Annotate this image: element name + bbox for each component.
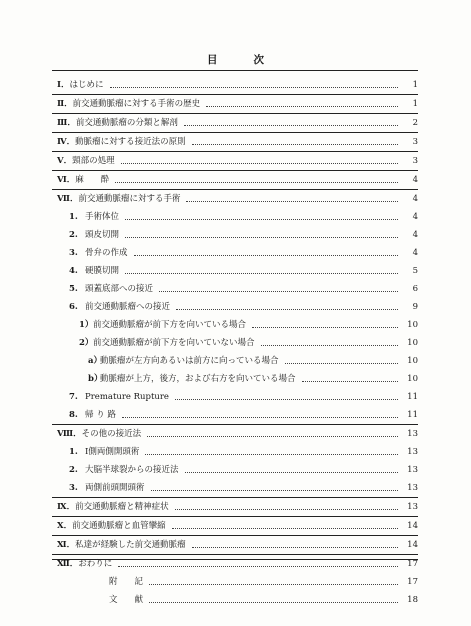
toc-entry-label	[79, 334, 255, 352]
toc-entry	[52, 170, 418, 189]
toc-entry-page: 2	[412, 118, 418, 128]
toc-entry-label	[69, 479, 145, 497]
toc-entry-text: その他の接近法	[81, 429, 142, 439]
toc-entry-page: 1	[412, 99, 418, 109]
toc-entry-text: おわりに	[78, 559, 113, 569]
toc-entry	[52, 226, 418, 244]
toc-entry-label	[69, 461, 179, 479]
leader-dots	[185, 471, 398, 473]
toc-entry	[52, 535, 418, 554]
toc-entry	[52, 573, 418, 591]
toc-entry-label	[57, 425, 141, 443]
toc-entry-label	[109, 573, 143, 591]
toc-entry-page: 1	[412, 80, 418, 90]
toc-entry	[52, 443, 418, 461]
toc-entry-page: 4	[412, 212, 418, 222]
toc-entry-text: 動脈瘤が上方，後方，および右方を向いている場合	[100, 374, 296, 384]
toc-entry-text: 前交通動脈瘤と血管攣縮	[72, 521, 166, 531]
toc-entry	[52, 424, 418, 443]
toc-entry-number: Ⅷ．	[57, 429, 82, 439]
toc-entry-page: 14	[407, 540, 418, 550]
toc-entry-page: 10	[407, 338, 418, 348]
toc-entry-page: 13	[407, 502, 418, 512]
toc-entry-number: 3.	[69, 248, 78, 258]
toc-entry	[52, 461, 418, 479]
toc-entry	[52, 334, 418, 352]
toc-entry-page: 11	[407, 410, 418, 420]
leader-dots	[302, 380, 398, 382]
toc-entry-label	[69, 443, 139, 461]
toc-entry	[52, 591, 418, 609]
toc-entry-number: 3.	[69, 483, 78, 493]
leader-dots	[134, 254, 398, 256]
toc-entry-number: 1.	[69, 447, 78, 457]
toc-entry-number: Ⅺ．	[57, 540, 76, 550]
leader-dots	[206, 105, 398, 107]
toc-entry-number: Ⅳ．	[57, 137, 76, 147]
leader-dots	[285, 362, 398, 364]
toc-entry-number: 5.	[69, 284, 78, 294]
toc-entry-number: a）	[88, 356, 103, 366]
toc-entry-number: Ⅵ．	[57, 175, 76, 185]
top-rule	[52, 70, 418, 71]
leader-dots	[125, 236, 398, 238]
toc-entry	[52, 554, 418, 573]
toc-entry-label	[69, 280, 153, 298]
toc-entry-text: 文 献	[109, 595, 144, 605]
toc-entry	[52, 516, 418, 535]
toc-entry	[52, 497, 418, 516]
toc-entry-label	[57, 95, 200, 113]
toc-entry-text: Ⅰ側両側開頭術	[85, 447, 140, 457]
leader-dots	[159, 290, 398, 292]
toc-entry-number: Ⅴ．	[57, 156, 73, 166]
toc-entry-label	[57, 498, 169, 516]
toc-entry-text: 頭蓋底部への接近	[85, 284, 154, 294]
toc-entry-text: 私達が経験した前交通動脈瘤	[75, 540, 186, 550]
toc-entry	[52, 280, 418, 298]
toc-entry-page: 17	[407, 559, 418, 569]
toc-entry	[52, 208, 418, 226]
toc-entry-label	[69, 262, 119, 280]
toc-entry-number: 2）	[79, 338, 94, 348]
toc-entry-page: 6	[412, 284, 418, 294]
toc-entry-label	[57, 555, 112, 573]
leader-dots	[151, 489, 398, 491]
toc-entry-number: b）	[88, 374, 103, 384]
leader-dots	[192, 143, 398, 145]
toc-entry-page: 10	[407, 320, 418, 330]
toc-entry-text: 前交通動脈瘤が前下方を向いていない場合	[93, 338, 255, 348]
toc-entry-text: 両側前頭開頭術	[85, 483, 145, 493]
toc-entry-text: 前交通動脈瘤と精神症状	[75, 502, 169, 512]
toc-entry	[52, 262, 418, 280]
toc-entry-text: 動脈瘤が左方向あるいは前方に向っている場合	[100, 356, 279, 366]
toc-entry-page: 17	[407, 577, 418, 587]
leader-dots	[149, 583, 398, 585]
toc-entry-label	[69, 244, 128, 262]
toc-entry-page: 9	[412, 302, 418, 312]
leader-dots	[115, 181, 398, 183]
toc-entry-number: Ⅲ．	[57, 118, 76, 128]
toc-entry-label	[57, 171, 109, 189]
page-title	[0, 52, 471, 67]
toc-entry-text: 前交通動脈瘤への接近	[85, 302, 171, 312]
toc-entry-page: 11	[407, 392, 418, 402]
toc-entry-number: 4.	[69, 266, 78, 276]
toc-entry-number: 8.	[69, 410, 78, 420]
toc-entry-label	[57, 152, 115, 170]
toc-entry-label	[57, 190, 180, 208]
toc-entry-page: 13	[407, 447, 418, 457]
toc-entry-label	[88, 352, 279, 370]
leader-dots	[145, 453, 398, 455]
toc-entry	[52, 189, 418, 208]
toc-entry-label	[57, 76, 104, 94]
leader-dots	[184, 124, 398, 126]
toc-entry-text: 頭皮切開	[85, 230, 120, 240]
toc-entry	[52, 94, 418, 113]
toc-entry	[52, 406, 418, 424]
toc-entry-number: 7.	[69, 392, 78, 402]
title-char-2: 次	[253, 54, 264, 66]
bottom-rule	[52, 559, 418, 560]
toc-entry-label	[79, 316, 246, 334]
toc-entry-page: 14	[407, 521, 418, 531]
toc-entry-label	[57, 517, 166, 535]
toc-entry-text: 前交通動脈瘤が前下方を向いている場合	[93, 320, 247, 330]
toc-entry-number: 1.	[69, 212, 78, 222]
toc-entry	[52, 132, 418, 151]
title-char-1: 目	[207, 54, 218, 66]
toc-entry-number: 2.	[69, 465, 78, 475]
toc-entry	[52, 352, 418, 370]
leader-dots	[176, 308, 398, 310]
toc-entry-page: 10	[407, 356, 418, 366]
toc-list	[52, 76, 418, 609]
toc-entry-page: 5	[412, 266, 418, 276]
toc-entry	[52, 479, 418, 497]
toc-entry-label	[57, 536, 186, 554]
toc-entry-text: 手術体位	[85, 212, 120, 222]
leader-dots	[110, 86, 399, 88]
toc-entry	[52, 76, 418, 94]
toc-entry-label	[69, 406, 116, 424]
toc-entry-number: 1）	[79, 320, 94, 330]
leader-dots	[149, 601, 398, 603]
toc-entry-text: 骨弁の作成	[85, 248, 128, 258]
toc-entry-number: 6.	[69, 302, 78, 312]
toc-entry-label	[57, 114, 178, 132]
toc-entry-text: 前交通動脈瘤に対する手術	[78, 194, 181, 204]
toc-entry-number: Ⅰ．	[57, 80, 70, 90]
toc-entry-label	[69, 226, 119, 244]
toc-entry-page: 4	[412, 248, 418, 258]
toc-entry	[52, 316, 418, 334]
toc-entry-label	[57, 133, 186, 151]
toc-entry	[52, 151, 418, 170]
toc-entry-page: 13	[407, 429, 418, 439]
toc-entry-page: 3	[412, 156, 418, 166]
toc-entry-text: 頸部の処理	[72, 156, 115, 166]
leader-dots	[122, 416, 398, 418]
toc-entry-text: 大脳半球裂からの接近法	[85, 465, 179, 475]
toc-entry-label	[109, 591, 143, 609]
leader-dots	[172, 527, 398, 529]
toc-entry-page: 13	[407, 483, 418, 493]
leader-dots	[175, 398, 398, 400]
toc-entry-number: Ⅸ．	[57, 502, 76, 512]
leader-dots	[118, 565, 398, 567]
toc-entry-page: 4	[412, 194, 418, 204]
toc-entry	[52, 370, 418, 388]
toc-entry-label	[69, 388, 169, 406]
leader-dots	[125, 218, 398, 220]
toc-entry-text: 麻 酔	[75, 175, 110, 185]
leader-dots	[186, 200, 398, 202]
toc-entry-text: 帰 り 路	[85, 410, 116, 420]
leader-dots	[261, 344, 398, 346]
toc-entry-page: 10	[407, 374, 418, 384]
leader-dots	[147, 435, 398, 437]
toc-entry-page: 4	[412, 230, 418, 240]
toc-entry-text: 硬膜切開	[85, 266, 120, 276]
toc-entry-text: 動脈瘤に対する接近法の原則	[75, 137, 186, 147]
toc-entry-label	[69, 298, 170, 316]
toc-entry-text: 前交通動脈瘤に対する手術の歴史	[72, 99, 201, 109]
toc-entry-number: 2.	[69, 230, 78, 240]
toc-entry-page: 3	[412, 137, 418, 147]
toc-entry	[52, 388, 418, 406]
toc-entry-number: Ⅶ．	[57, 194, 79, 204]
toc-entry-page: 4	[412, 175, 418, 185]
toc-entry-page: 18	[407, 595, 418, 605]
toc-entry-label	[88, 370, 296, 388]
leader-dots	[252, 326, 398, 328]
toc-entry-number: Ⅱ．	[57, 99, 73, 109]
leader-dots	[175, 508, 398, 510]
toc-entry-label	[69, 208, 119, 226]
toc-entry-text: 附 記	[109, 577, 144, 587]
toc-entry-page: 13	[407, 465, 418, 475]
toc-entry	[52, 298, 418, 316]
toc-entry-number: Ⅻ．	[57, 559, 79, 569]
leader-dots	[192, 546, 398, 548]
toc-entry-text: はじめに	[69, 80, 104, 90]
toc-entry-text: Premature Rupture	[85, 392, 169, 402]
leader-dots	[121, 162, 398, 164]
toc-entry-number: Ⅹ．	[57, 521, 73, 531]
toc-entry	[52, 113, 418, 132]
toc-entry-text: 前交通動脈瘤の分類と解剖	[75, 118, 178, 128]
toc-entry	[52, 244, 418, 262]
leader-dots	[125, 272, 398, 274]
